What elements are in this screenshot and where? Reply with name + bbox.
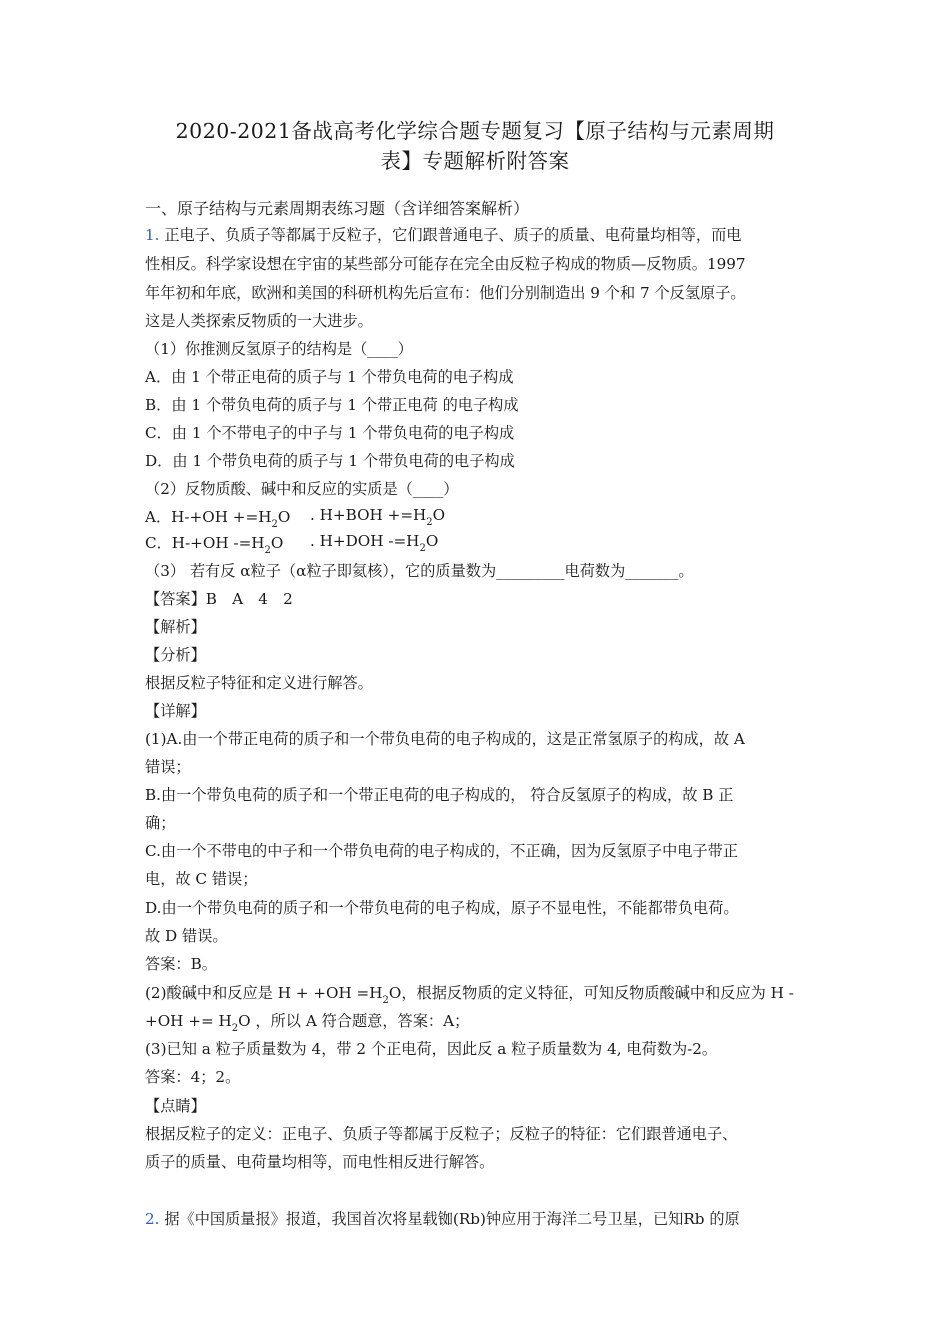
dianjing-line1: 根据反粒子的定义：正电子、负质子等都属于反粒子；反粒子的特征：它们跟普通电子、 <box>145 1125 738 1143</box>
q1-sub2-option-b: . $H+BOH +=H_2O$ <box>310 506 446 528</box>
detail-line8: 故 D 错误。 <box>145 927 228 945</box>
analysis-heading: 【解析】 <box>145 618 206 636</box>
section-heading: 一、原子结构与元素周期表练习题（含详细答案解析） <box>145 199 530 218</box>
q1-stem-line1 <box>145 224 741 245</box>
detail-part3-answer: 答案：4；2。 <box>145 1068 241 1086</box>
detail-heading: 【详解】 <box>145 702 206 720</box>
q1-stem-line4: 这是人类探索反物质的一大进步。 <box>145 312 373 330</box>
doc-title-line2: 表】专题解析附答案 <box>380 149 570 173</box>
q1-sub2-option-d: . H+DOH $-=H_2O$ <box>310 532 439 554</box>
detail-part2-line2: $+OH += H_2O$ ，所以 A 符合题意，答案：A； <box>145 1012 470 1034</box>
q1-option-d: D．由 1 个带负电荷的质子与 1 个带负电荷的电子构成 <box>145 452 515 470</box>
detail-line6: 电，故 C 错误； <box>145 870 258 888</box>
fenxi-text: 根据反粒子特征和定义进行解答。 <box>145 674 373 692</box>
dianjing-heading: 【点睛】 <box>145 1097 206 1115</box>
q1-option-a: A．由 1 个带正电荷的质子与 1 个带负电荷的电子构成 <box>145 368 514 386</box>
q1-sub2-option-a: A．$H-+OH +=H_2O$ <box>145 508 291 530</box>
q1-option-b: B．由 1 个带负电荷的质子与 1 个带正电荷 的电子构成 <box>145 396 519 414</box>
detail-line5: C.由一个不带电的中子和一个带负电荷的电子构成的，不正确，因为反氢原子中电子带正 <box>145 842 739 860</box>
q2-number: 2. <box>145 1210 160 1228</box>
detail-part2-line1: (2)酸碱中和反应是 $H + +OH =H_2O$，根据反物质的定义特征，可知反物质酸碱中和反应为 H - <box>145 984 794 1006</box>
detail-line4: 确； <box>145 814 176 832</box>
dianjing-line2: 质子的质量、电荷量均相等，而电性相反进行解答。 <box>145 1153 495 1171</box>
detail-line3: B.由一个带负电荷的质子和一个带正电荷的电子构成的， 符合反氢原子的构成，故 B 正 <box>145 786 734 804</box>
q2-stem-text: 据《中国质量报》报道，我国首次将星载铷(Rb)钟应用于海洋二号卫星，已知Rb 的原 <box>164 1210 740 1228</box>
q1-stem-text: 正电子、负质子等都属于反粒子，它们跟普通电子、质子的质量、电荷量均相等，而电 <box>164 226 742 244</box>
q2-stem <box>145 1208 740 1229</box>
q1-option-c: C．由 1 个不带电子的中子与 1 个带负电荷的电子构成 <box>145 424 515 442</box>
detail-part3: (3)已知 a 粒子质量数为 4，带 2 个正电荷，因此反 a 粒子质量数为 4, 电荷数为-2。 <box>145 1040 718 1058</box>
q1-number: 1. <box>145 226 160 244</box>
detail-line1: (1)A.由一个带正电荷的质子和一个带负电荷的电子构成的，这是正常氢原子的构成，故 A <box>145 730 745 748</box>
detail-line7: D.由一个带负电荷的质子和一个带负电荷的电子构成，原子不显电性，不能都带负电荷。 <box>145 899 739 917</box>
q1-stem-line3: 年年初和年底，欧洲和美国的科研机构先后宣布：他们分别制造出 9 个和 7 个反氢原子。 <box>145 284 746 302</box>
q1-sub1: （1）你推测反氢原子的结构是（____） <box>145 340 413 358</box>
q1-answer: 【答案】B A 4 2 <box>145 590 293 608</box>
q1-sub2-option-c: C．H-+OH $-=H_2O$ <box>145 534 284 556</box>
fenxi-heading: 【分析】 <box>145 646 206 664</box>
doc-title-line1: 2020-2021备战高考化学综合题专题复习【原子结构与元素周期 <box>175 119 775 143</box>
detail-line2: 错误； <box>145 758 191 776</box>
q1-stem-line2: 性相反。科学家设想在宇宙的某些部分可能存在完全由反粒子构成的物质—反物质。1997 <box>145 255 746 273</box>
q1-sub3: （3） 若有反 α粒子（α粒子即氦核），它的质量数为_________电荷数为_______。 <box>145 562 694 580</box>
detail-line9: 答案：B。 <box>145 955 217 973</box>
q1-sub2: （2）反物质酸、碱中和反应的实质是（____） <box>145 480 459 498</box>
